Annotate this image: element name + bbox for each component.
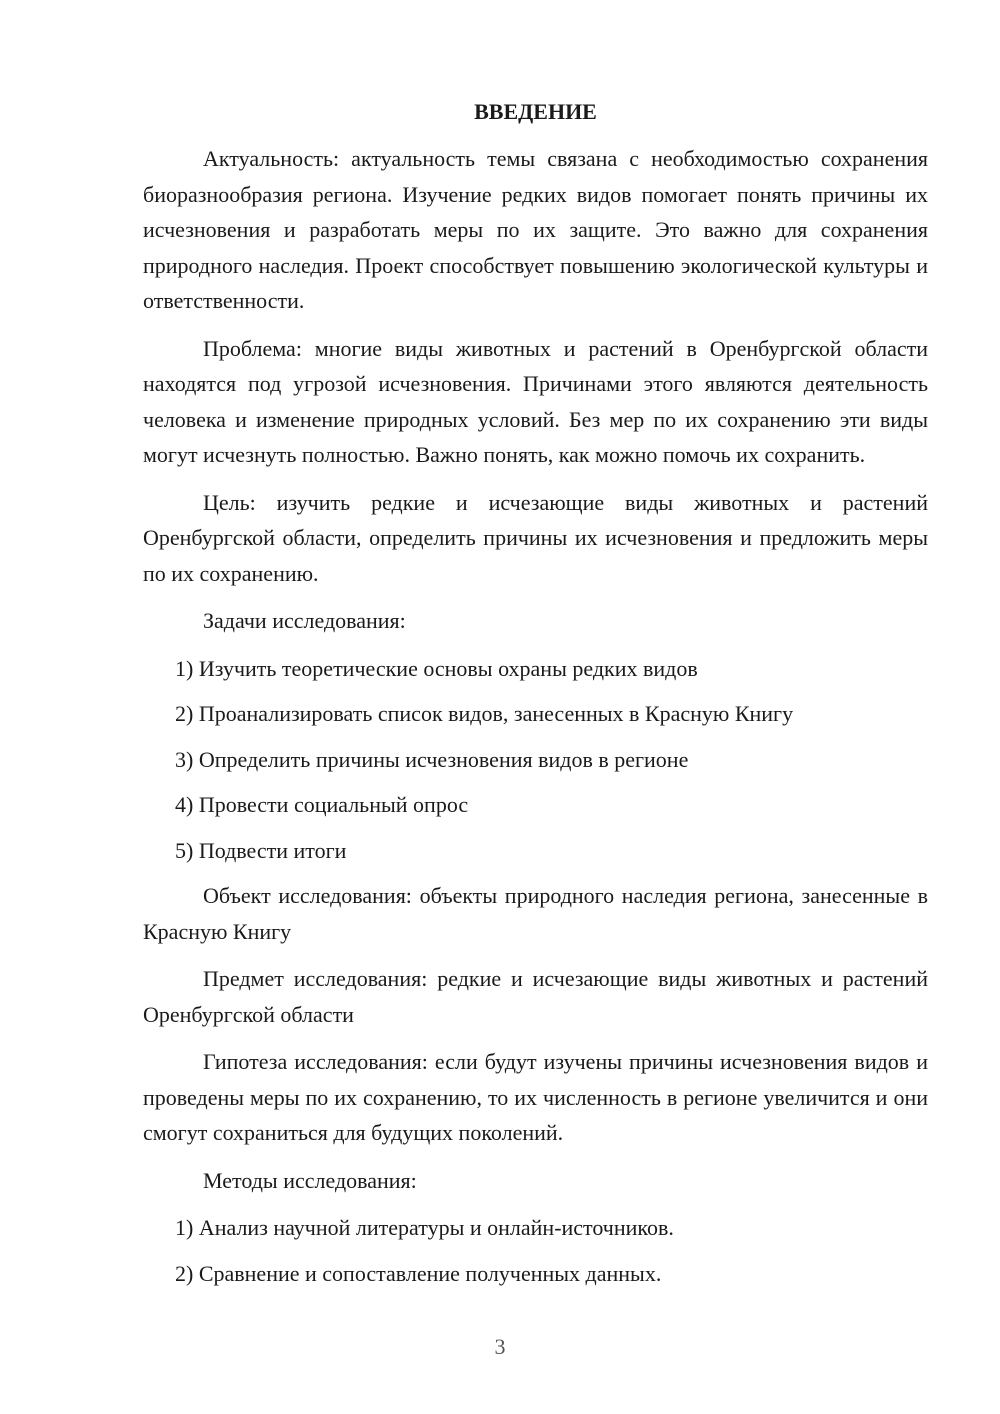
methods-heading: Методы исследования: <box>203 1167 417 1193</box>
hypothesis-paragraph: Гипотеза исследования: если будут изучены причины исчезновения видов и проведены меры по их сохранению, то их численность в регионе увеличится и они смогут сохраниться для будущих поколений. <box>143 1049 928 1145</box>
tasks-heading: Задачи исследования: <box>203 608 406 633</box>
page-number: 3 <box>494 1334 506 1359</box>
problem-paragraph: Проблема: многие виды животных и растений в Оренбургской области находятся под угрозой исчезновения. Причинами этого являются деятельность человека и изменение природных условий. Без мер по их сохранению эти виды могут исчезнуть полностью. Важно понять, как можно помочь их сохранить. <box>143 335 928 467</box>
object-paragraph: Объект исследования: объекты природного наследия региона, занесенные в Красную Книгу <box>143 883 928 944</box>
task-item-1: 1) Изучить теоретические основы охраны редких видов <box>175 655 698 681</box>
document-page <box>143 94 928 1301</box>
task-item-2: 2) Проанализировать список видов, занесенных в Красную Книгу <box>175 701 794 726</box>
task-item-4: 4) Провести социальный опрос <box>175 792 469 817</box>
subject-paragraph: Предмет исследования: редкие и исчезающие виды животных и растений Оренбургской области <box>143 966 928 1027</box>
goal-paragraph: Цель: изучить редкие и исчезающие виды животных и растений Оренбургской области, определить причины их исчезновения и предложить меры по их сохранению. <box>143 489 928 586</box>
task-item-5: 5) Подвести итоги <box>175 837 347 863</box>
page-title: ВВЕДЕНИЕ <box>474 99 597 124</box>
method-item-2: 2) Сравнение и сопоставление полученных данных. <box>175 1260 662 1286</box>
relevance-paragraph: Актуальность: актуальность темы связана с необходимостью сохранения биоразнообразия региона. Изучение редких видов помогает понять причины их исчезновения и разработать меры по их защите. Это важно для сохранения природного наследия. Проект способствует повышению экологической культуры и ответственности. <box>143 146 928 313</box>
task-item-3: 3) Определить причины исчезновения видов в регионе <box>175 746 689 772</box>
method-item-1: 1) Анализ научной литературы и онлайн-источников. <box>175 1215 674 1240</box>
